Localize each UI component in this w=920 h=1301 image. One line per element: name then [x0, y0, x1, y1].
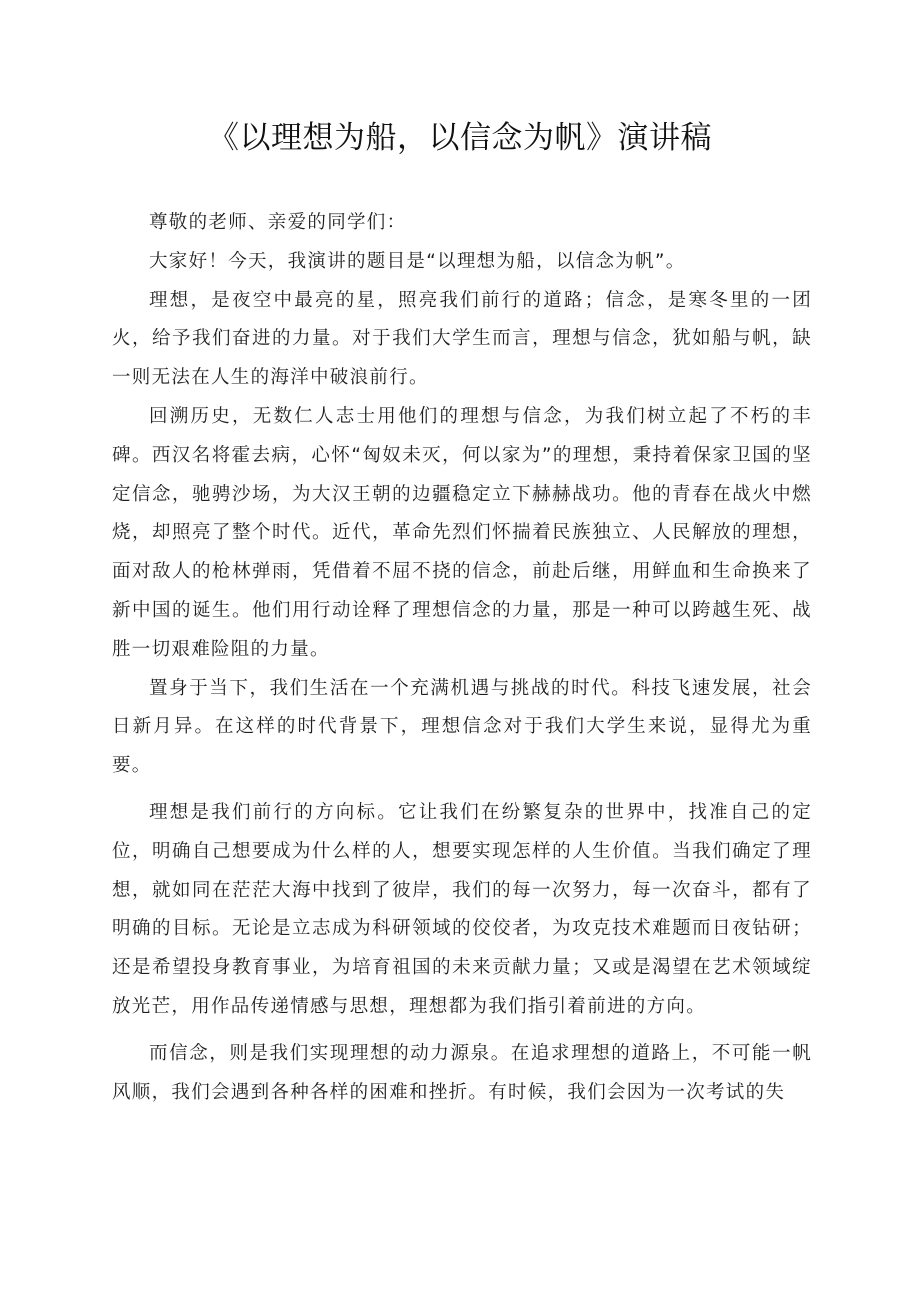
- paragraph-ideal-direction: 理想是我们前行的方向标。它让我们在纷繁复杂的世界中，找准自己的定位，明确自己想要成为什么样的人，想要实现怎样的人生价值。当我们确定了理想，就如同在茫茫大海中找到了彼岸，我们的每一次努力，每一次奋斗，都有了明确的目标。无论是立志成为科研领域的佼佼者，为攻克技术难题而日夜钻研；还是希望投身教育事业，为培育祖国的未来贡献力量；又或是渴望在艺术领域绽放光芒，用作品传递情感与思想，理想都为我们指引着前进的方向。: [112, 801, 812, 1017]
- paragraph-opening: 大家好！今天，我演讲的题目是“以理想为船，以信念为帆”。: [149, 250, 686, 272]
- paragraph-greeting: 尊敬的老师、亲爱的同学们：: [149, 212, 407, 233]
- paragraph-ideal-and-belief: 理想，是夜空中最亮的星，照亮我们前行的道路；信念，是寒冬里的一团火，给予我们奋进的力量。对于我们大学生而言，理想与信念，犹如船与帆，缺一则无法在人生的海洋中破浪前行。: [112, 289, 812, 389]
- paragraph-belief-motivation: 而信念，则是我们实现理想的动力源泉。在追求理想的道路上，不可能一帆风顺，我们会遇到各种各样的困难和挫折。有时候，我们会因为一次考试的失: [112, 1042, 812, 1103]
- paragraph-present-era: 置身于当下，我们生活在一个充满机遇与挑战的时代。科技飞速发展，社会日新月异。在这样的时代背景下，理想信念对于我们大学生来说，显得尤为重要。: [112, 677, 812, 777]
- document-body: [112, 204, 812, 1112]
- paragraph-history: 回溯历史，无数仁人志士用他们的理想与信念，为我们树立起了不朽的丰碑。西汉名将霍去病，心怀“匈奴未灭，何以家为”的理想，秉持着保家卫国的坚定信念，驰骋沙场，为大汉王朝的边疆稳定立下赫赫战功。他的青春在战火中燃烧，却照亮了整个时代。近代，革命先烈们怀揣着民族独立、人民解放的理想，面对敌人的枪林弹雨，凭借着不屈不挠的信念，前赴后继，用鲜血和生命换来了新中国的诞生。他们用行动诠释了理想信念的力量，那是一种可以跨越生死、战胜一切艰难险阻的力量。: [112, 405, 812, 660]
- document-title: 《以理想为船，以信念为帆》演讲稿: [208, 120, 712, 156]
